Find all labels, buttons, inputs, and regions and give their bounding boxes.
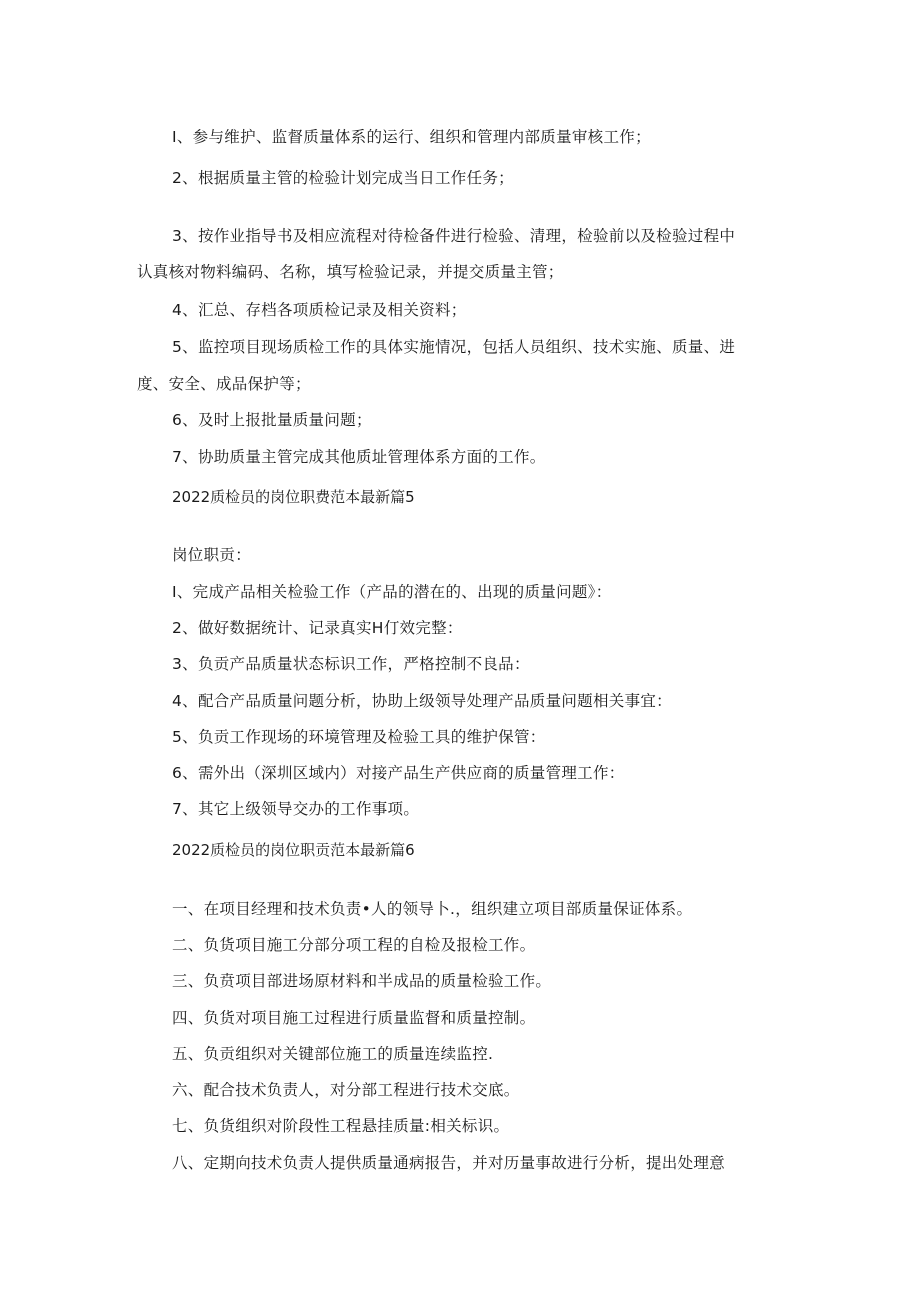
section-subheading: 岗位职贡： bbox=[172, 546, 252, 564]
section-heading: 2022质检员的岗位职费范本最新篇5 bbox=[172, 488, 415, 506]
duty-item: I、完成产品相关检验工作（产品的潜在的、出现的质量问题》： bbox=[172, 583, 612, 601]
duty-item: 七、负货组织对阶段性工程悬挂质量:相关标识。 bbox=[172, 1117, 510, 1135]
duty-item: 5、监控项目现场质检工作的具体实施情况，包括人员组织、技术实施、质量、进 bbox=[172, 338, 736, 356]
duty-item: 三、负贲项目部进场原材料和半成品的质量检验工作。 bbox=[172, 972, 552, 990]
duty-item: 6、及时上报批量质量问题； bbox=[172, 411, 372, 429]
duty-item-continuation: 度、安全、成品保护等； bbox=[137, 375, 311, 393]
duty-item: 八、定期向技术负责人提供质量通病报告，并对历量事故进行分析，提出处理意 bbox=[172, 1154, 726, 1172]
duty-item: 二、负货项目施工分部分项工程的自检及报检工作。 bbox=[172, 936, 536, 954]
duty-item: 四、负货对项目施工过程进行质量监督和质量控制。 bbox=[172, 1009, 536, 1027]
duty-item: 3、负贡产品质量状态标识工作，严格控制不良品： bbox=[172, 655, 530, 673]
duty-item: 6、需外出（深圳区域内）对接产品生产供应商的质量管理工作： bbox=[172, 764, 625, 782]
duty-item-continuation: 认真核对物料编码、名称，填写检验记录，并提交质量主管； bbox=[137, 263, 564, 281]
duty-item: 4、汇总、存档各项质检记录及相关资料； bbox=[172, 301, 467, 319]
duty-item: 2、根据质量主管的检验计划完成当日工作任务； bbox=[172, 169, 514, 187]
duty-item: 一、在项目经理和技术负责•人的领导卜.，组织建立项目部质量保证体系。 bbox=[172, 900, 693, 918]
duty-item: 3、按作业指导书及相应流程对待检备件进行检验、清理，检验前以及检验过程中 bbox=[172, 227, 736, 245]
duty-item: I、参与维护、监督质量体系的运行、组织和管理内部质量审核工作； bbox=[172, 128, 651, 146]
duty-item: 7、协助质量主管完成其他质址管理体系方面的工作。 bbox=[172, 448, 546, 466]
duty-item: 4、配合产品质量问题分析，协助上级领导处理产品质量问题相关事宜： bbox=[172, 692, 672, 710]
duty-item: 五、负贡组织对关键部位施工的质量连续监控. bbox=[172, 1045, 494, 1063]
duty-item: 5、负贡工作现场的环境管理及检验工具的维护保管： bbox=[172, 728, 546, 746]
duty-item: 7、其它上级领导交办的工作事项。 bbox=[172, 800, 420, 818]
duty-item: 2、做好数据统计、记录真实H仃效完整： bbox=[172, 619, 463, 637]
duty-item: 六、配合技术负责人，对分部工程进行技术交底。 bbox=[172, 1081, 520, 1099]
section-heading: 2022质检员的岗位职贡范本最新篇6 bbox=[172, 841, 415, 859]
